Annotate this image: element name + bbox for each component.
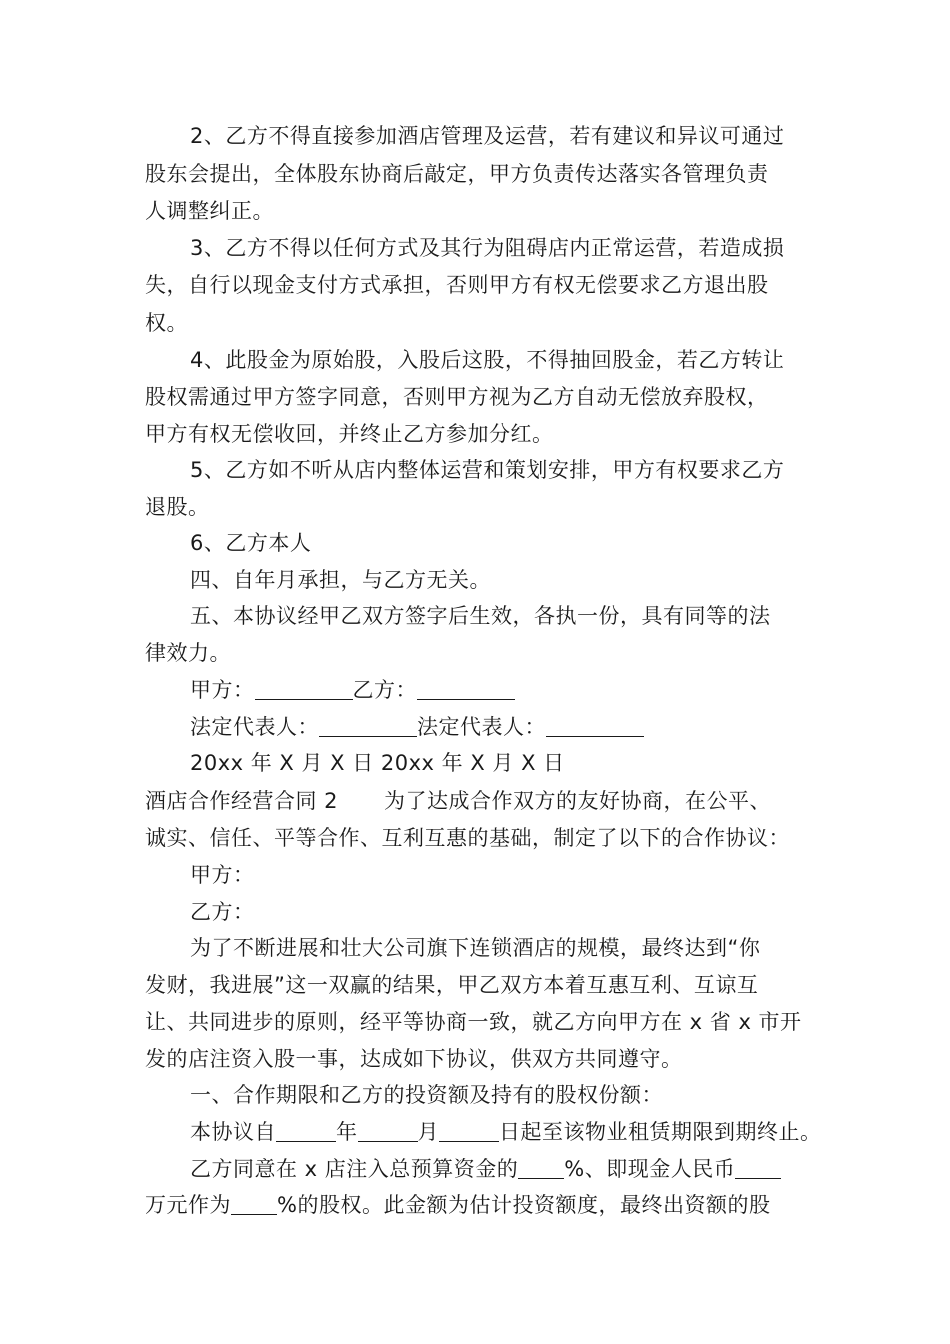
clause-2-line-3: 人调整纠正。 [145, 199, 274, 223]
equity-percent-blank[interactable] [231, 1194, 277, 1215]
term-year-blank[interactable] [276, 1121, 336, 1142]
purpose-line-2: 发财，我进展”这一双赢的结果，甲乙双方本着互惠互利、互谅互 [145, 973, 759, 997]
investment-line-1 [190, 1154, 781, 1184]
invest-text-1b: %、即现金人民币 [564, 1157, 736, 1181]
clause-3-line-1: 3、乙方不得以任何方式及其行为阻碍店内正常运营，若造成损 [190, 236, 785, 260]
purpose-line-1: 为了不断进展和壮大公司旗下连锁酒店的规模，最终达到“你 [190, 936, 761, 960]
purpose-line-3: 让、共同进步的原则，经平等协商一致，就乙方向甲方在 x 省 x 市开 [145, 1010, 802, 1034]
contract-2-intro-line-1: 为了达成合作双方的友好协商，在公平、 [384, 789, 772, 813]
clause-2-line-1: 2、乙方不得直接参加酒店管理及运营，若有建议和异议可通过 [190, 124, 785, 148]
invest-text-1a: 乙方同意在 x 店注入总预算资金的 [190, 1157, 519, 1181]
clause-5-line-1: 5、乙方如不听从店内整体运营和策划安排，甲方有权要求乙方 [190, 458, 785, 482]
term-line [190, 1117, 822, 1147]
article-four: 四、自年月承担，与乙方无关。 [190, 568, 491, 592]
clause-3-line-3: 权。 [145, 311, 188, 335]
party-b-heading: 乙方： [190, 900, 255, 924]
purpose-line-4: 发的店注资入股一事，达成如下协议，供双方共同遵守。 [145, 1047, 683, 1071]
term-year-label: 年 [336, 1120, 358, 1144]
invest-text-2b: %的股权。此金额为估计投资额度，最终出资额的股 [277, 1193, 771, 1217]
rep-b-signature-blank[interactable] [546, 716, 644, 737]
article-five-line-2: 律效力。 [145, 641, 231, 665]
term-month-label: 月 [417, 1120, 439, 1144]
investment-line-2 [145, 1190, 770, 1220]
party-b-signature-blank[interactable] [417, 679, 515, 700]
article-five-line-1: 五、本协议经甲乙双方签字后生效，各执一份，具有同等的法 [190, 604, 771, 628]
clause-4-line-1: 4、此股金为原始股，入股后这股，不得抽回股金，若乙方转让 [190, 348, 785, 372]
invest-percent-blank[interactable] [518, 1158, 564, 1179]
signature-dates: 20xx 年 X 月 X 日 20xx 年 X 月 X 日 [190, 751, 565, 775]
clause-3-line-2: 失，自行以现金支付方式承担，否则甲方有权无偿要求乙方退出股 [145, 273, 769, 297]
rep-b-label: 法定代表人： [417, 715, 546, 739]
rep-a-signature-blank[interactable] [319, 716, 417, 737]
contract-2-intro-line-2: 诚实、信任、平等合作、互利互惠的基础，制定了以下的合作协议： [145, 826, 790, 850]
invest-amount-blank[interactable] [735, 1158, 781, 1179]
section-one-heading: 一、合作期限和乙方的投资额及持有的股权份额： [190, 1083, 663, 1107]
clause-4-line-2: 股权需通过甲方签字同意，否则甲方视为乙方自动无偿放弃股权， [145, 385, 769, 409]
term-prefix: 本协议自 [190, 1120, 276, 1144]
contract-2-heading [145, 786, 771, 816]
contract-2-title: 酒店合作经营合同 2 [145, 789, 339, 813]
term-month-blank[interactable] [358, 1121, 418, 1142]
party-a-label: 甲方： [190, 678, 255, 702]
invest-text-2a: 万元作为 [145, 1193, 231, 1217]
clause-4-line-3: 甲方有权无偿收回，并终止乙方参加分红。 [145, 422, 554, 446]
clause-5-line-2: 退股。 [145, 495, 210, 519]
signature-parties [190, 675, 515, 705]
party-a-heading: 甲方： [190, 863, 255, 887]
party-a-signature-blank[interactable] [255, 679, 353, 700]
signature-representatives [190, 712, 644, 742]
clause-2-line-2: 股东会提出，全体股东协商后敲定，甲方负责传达落实各管理负责 [145, 162, 769, 186]
clause-6: 6、乙方本人 [190, 531, 312, 555]
term-day-blank[interactable] [439, 1121, 499, 1142]
party-b-label: 乙方： [352, 678, 417, 702]
rep-a-label: 法定代表人： [190, 715, 319, 739]
term-suffix: 日起至该物业租赁期限到期终止。 [499, 1120, 822, 1144]
